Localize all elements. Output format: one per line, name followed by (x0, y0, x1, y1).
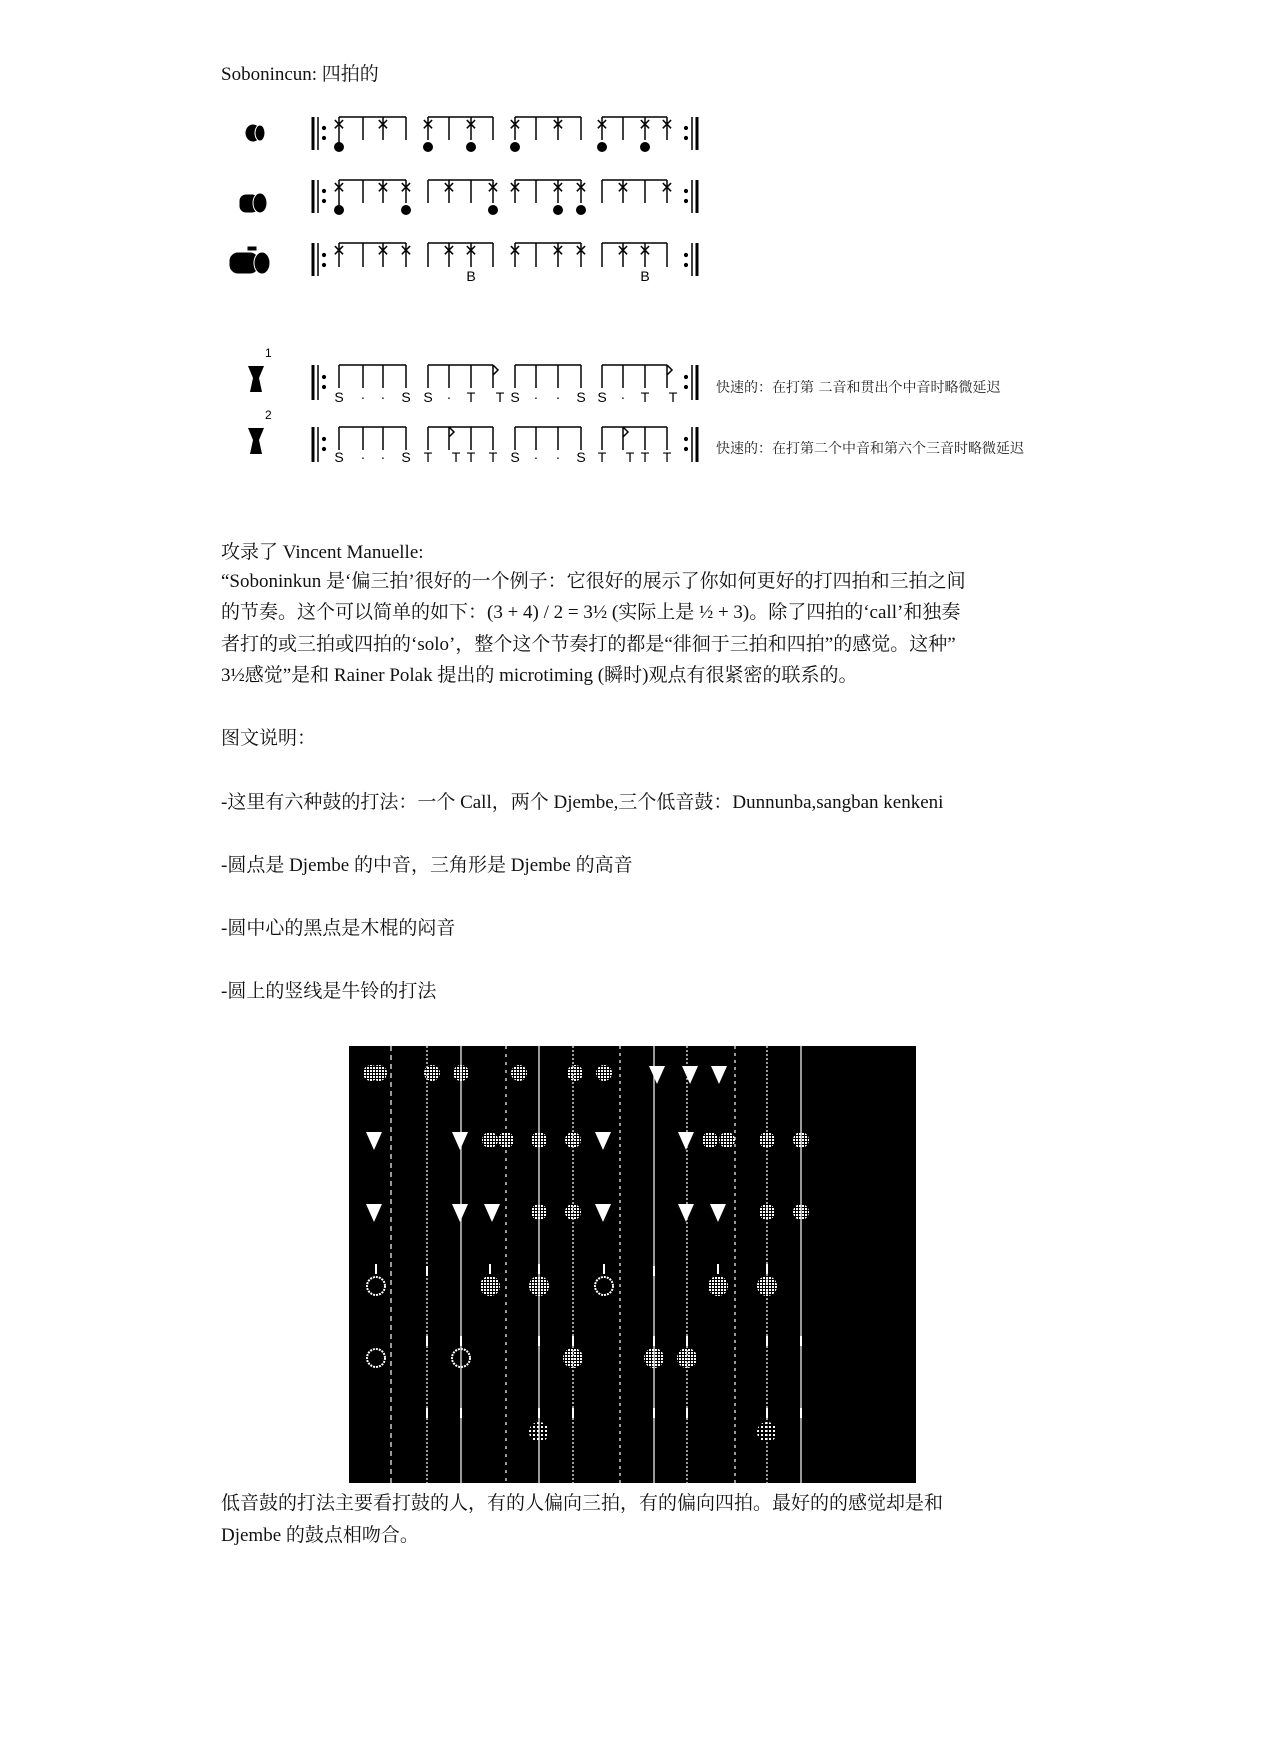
svg-text:✕: ✕ (464, 117, 478, 134)
svg-text:·: · (380, 449, 386, 465)
svg-text:✕: ✕ (638, 243, 652, 260)
dundun-notation (220, 95, 740, 284)
svg-text:·: · (446, 389, 452, 405)
kenkeni-drum-icon (246, 125, 265, 141)
svg-text:B: B (466, 268, 476, 284)
svg-text:S: S (510, 449, 520, 465)
svg-text:✕: ✕ (616, 243, 630, 260)
svg-text:·: · (533, 449, 539, 465)
svg-text:S: S (576, 389, 586, 405)
svg-text:T: T (423, 449, 433, 465)
svg-text:S: S (401, 449, 411, 465)
djembe-1-icon (248, 366, 264, 392)
sangban-drum-icon (240, 193, 267, 213)
svg-text:S: S (597, 389, 607, 405)
svg-text:1: 1 (265, 346, 272, 360)
svg-text:·: · (620, 389, 626, 405)
quote-line-2: 的节奏。这个可以简单的如下：(3 + 4) / 2 = 3½ (实际上是 ½ + 3)。除了四拍的‘call’和独奏 (221, 602, 961, 623)
svg-text:T: T (640, 389, 650, 405)
svg-text:T: T (466, 389, 476, 405)
svg-text:✕: ✕ (442, 243, 456, 260)
svg-text:·: · (380, 389, 386, 405)
svg-text:T: T (662, 449, 672, 465)
svg-text:✕: ✕ (551, 243, 565, 260)
quote-line-3: 者打的或三拍或四拍的‘solo’，整个这个节奏打的都是“徘徊于三拍和四拍”的感觉。这种” (221, 634, 956, 655)
svg-text:·: · (360, 389, 366, 405)
svg-text:S: S (334, 389, 344, 405)
svg-text:✕: ✕ (376, 117, 390, 134)
legend-item-2: -圆点是 Djembe 的中音，三角形是 Djembe 的高音 (221, 855, 633, 876)
svg-text:✕: ✕ (486, 180, 500, 197)
svg-text:S: S (334, 449, 344, 465)
svg-text:S: S (423, 389, 433, 405)
svg-text:✕: ✕ (595, 117, 609, 134)
svg-text:✕: ✕ (660, 180, 674, 197)
page-title: Sobonincun: 四拍的 (221, 64, 379, 85)
svg-text:✕: ✕ (332, 180, 346, 197)
legend-item-1: -这里有六种鼓的打法：一个 Call，两个 Djembe,三个低音鼓：Dunnunba,sangban kenkeni (221, 792, 944, 813)
djembe-1-note: 快速的：在打第 二音和贯出个中音时略微延迟 (716, 380, 1001, 396)
svg-text:✕: ✕ (551, 117, 565, 134)
svg-text:✕: ✕ (332, 243, 346, 260)
svg-text:S: S (401, 389, 411, 405)
svg-text:✕: ✕ (376, 180, 390, 197)
svg-text:✕: ✕ (616, 180, 630, 197)
svg-text:✕: ✕ (442, 180, 456, 197)
svg-text:✕: ✕ (551, 180, 565, 197)
closing-line-2: Djembe 的鼓点相吻合。 (221, 1525, 419, 1546)
svg-text:✕: ✕ (332, 117, 346, 134)
timing-figure (349, 1046, 916, 1483)
svg-text:✕: ✕ (508, 180, 522, 197)
legend-item-3: -圆中心的黑点是木棍的闷音 (221, 918, 456, 939)
svg-text:✕: ✕ (574, 243, 588, 260)
svg-text:·: · (555, 389, 561, 405)
svg-text:✕: ✕ (464, 243, 478, 260)
djembe-2-note: 快速的：在打第二个中音和第六个三音时略微延迟 (716, 441, 1024, 457)
svg-text:✕: ✕ (376, 243, 390, 260)
svg-text:·: · (360, 449, 366, 465)
svg-text:T: T (668, 389, 678, 405)
svg-text:T: T (451, 449, 461, 465)
legend-heading: 图文说明： (221, 728, 317, 749)
svg-text:T: T (597, 449, 607, 465)
svg-text:2: 2 (265, 408, 272, 422)
svg-text:✕: ✕ (508, 117, 522, 134)
svg-text:T: T (488, 449, 498, 465)
svg-text:T: T (466, 449, 476, 465)
svg-text:✕: ✕ (399, 180, 413, 197)
svg-text:·: · (555, 449, 561, 465)
svg-text:✕: ✕ (421, 117, 435, 134)
credit-line: 攻录了 Vincent Manuelle: (221, 542, 424, 563)
svg-text:S: S (510, 389, 520, 405)
svg-text:T: T (625, 449, 635, 465)
svg-text:·: · (533, 389, 539, 405)
quote-line-1: “Soboninkun 是‘偏三拍’很好的一个例子：它很好的展示了你如何更好的打四拍和三拍之间 (221, 571, 966, 592)
svg-text:✕: ✕ (399, 243, 413, 260)
djembe-2-syllables (220, 400, 700, 465)
svg-text:✕: ✕ (660, 117, 674, 134)
quote-line-4: 3½感觉”是和 Rainer Polak 提出的 microtiming (瞬时)观点有很紧密的联系的。 (221, 665, 858, 686)
svg-text:S: S (576, 449, 586, 465)
svg-text:T: T (495, 389, 505, 405)
svg-text:✕: ✕ (508, 243, 522, 260)
dunnunba-drum-icon (230, 247, 270, 274)
svg-text:✕: ✕ (638, 117, 652, 134)
svg-text:✕: ✕ (574, 180, 588, 197)
closing-line-1: 低音鼓的打法主要看打鼓的人，有的人偏向三拍，有的偏向四拍。最好的的感觉却是和 (221, 1493, 944, 1514)
svg-text:T: T (640, 449, 650, 465)
svg-text:B: B (640, 268, 650, 284)
legend-item-4: -圆上的竖线是牛铃的打法 (221, 981, 437, 1002)
